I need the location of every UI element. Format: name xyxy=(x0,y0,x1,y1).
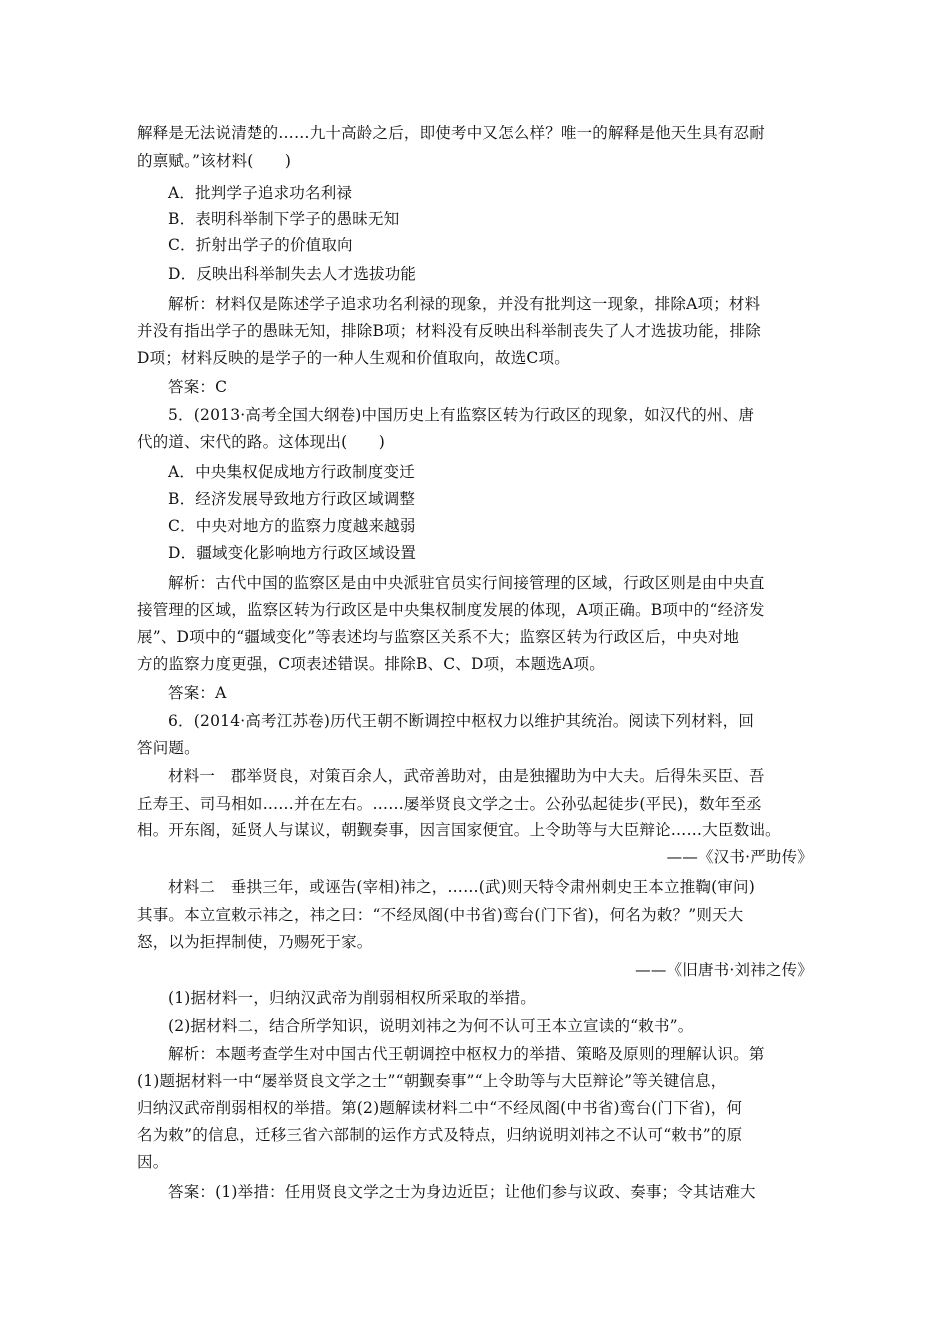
analysis-line: 展”、D项中的“疆域变化”等表述均与监察区关系不大；监察区转为行政区后，中央对地 xyxy=(137,628,740,646)
sub-question: (1)据材料一，归纳汉武帝为削弱相权所采取的举措。 xyxy=(168,989,536,1007)
answer-line: 答案：A xyxy=(168,684,227,702)
option-c: C．折射出学子的价值取向 xyxy=(168,236,353,254)
text-line: 的禀赋。”该材料( ) xyxy=(137,152,292,170)
option-d: D．疆域变化影响地方行政区域设置 xyxy=(168,544,417,562)
option-d: D．反映出科举制失去人才选拔功能 xyxy=(168,265,417,283)
question-line: 代的道、宋代的路。这体现出( ) xyxy=(137,433,385,451)
option-a: A．中央集权促成地方行政制度变迁 xyxy=(168,463,415,481)
analysis-line: 接管理的区域，监察区转为行政区是中央集权制度发展的体现，A项正确。B项中的“经济发 xyxy=(137,601,765,619)
material-line: 材料二 垂拱三年，或诬告(宰相)祎之，……(武)则天特令肃州刺史王本立推鞫(审问) xyxy=(168,878,755,896)
analysis-line: 归纳汉武帝削弱相权的举措。第(2)题解读材料二中“不经凤阁(中书省)鸾台(门下省)，何 xyxy=(137,1099,743,1117)
material-line: 材料一 郡举贤良，对策百余人，武帝善助对，由是独擢助为中大夫。后得朱买臣、吾 xyxy=(168,767,765,785)
analysis-line: 解析：古代中国的监察区是由中央派驻官员实行间接管理的区域，行政区则是由中央直 xyxy=(168,574,765,592)
analysis-line: 并没有指出学子的愚昧无知，排除B项；材料没有反映出科举制丧失了人才选拔功能，排除 xyxy=(137,322,761,340)
answer-line: 答案：C xyxy=(168,378,228,396)
option-b: B．表明科举制下学子的愚昧无知 xyxy=(168,210,400,228)
sub-question: (2)据材料二，结合所学知识，说明刘祎之为何不认可王本立宣读的“敕书”。 xyxy=(168,1017,694,1035)
answer-line: 答案：(1)举措：任用贤良文学之士为身边近臣；让他们参与议政、奏事；令其诘难大 xyxy=(168,1183,756,1201)
question-line: 5．(2013·高考全国大纲卷)中国历史上有监察区转为行政区的现象，如汉代的州、唐 xyxy=(168,406,755,424)
option-b: B．经济发展导致地方行政区域调整 xyxy=(168,490,416,508)
analysis-line: D项；材料反映的是学子的一种人生观和价值取向，故选C项。 xyxy=(137,349,570,367)
option-c: C．中央对地方的监察力度越来越弱 xyxy=(168,517,416,535)
analysis-line: 解析：本题考查学生对中国古代王朝调控中枢权力的举措、策略及原则的理解认识。第 xyxy=(168,1045,765,1063)
option-a: A．批判学子追求功名利禄 xyxy=(168,184,353,202)
material-source: ——《旧唐书·刘祎之传》 xyxy=(635,961,813,979)
analysis-line: 解析：材料仅是陈述学子追求功名利禄的现象，并没有批判这一现象，排除A项；材料 xyxy=(168,295,761,313)
analysis-line: 因。 xyxy=(137,1153,169,1171)
analysis-line: 名为敕”的信息，迁移三省六部制的运作方式及特点，归纳说明刘祎之不认可“敕书”的原 xyxy=(137,1126,743,1144)
question-line: 6．(2014·高考江苏卷)历代王朝不断调控中枢权力以维护其统治。阅读下列材料，回 xyxy=(168,712,755,730)
material-line: 其事。本立宣敕示祎之，祎之曰：“不经凤阁(中书省)鸾台(门下省)，何名为敕？”则天大 xyxy=(137,906,744,924)
analysis-line: (1)题据材料一中“屡举贤良文学之士”“朝觐奏事”“上令助等与大臣辩论”等关键信息， xyxy=(137,1072,727,1090)
material-line: 相。开东阁，延贤人与谋议，朝觐奏事，因言国家便宜。上令助等与大臣辩论……大臣数诎。 xyxy=(137,821,781,839)
text-line: 解释是无法说清楚的……九十高龄之后，即使考中又怎么样？唯一的解释是他天生具有忍耐 xyxy=(137,124,766,142)
material-source: ——《汉书·严助传》 xyxy=(666,848,813,866)
analysis-line: 方的监察力度更强，C项表述错误。排除B、C、D项，本题选A项。 xyxy=(137,655,605,673)
material-line: 丘寿王、司马相如……并在左右。……屡举贤良文学之士。公孙弘起徒步(平民)，数年至丞 xyxy=(137,795,762,813)
material-line: 怒，以为拒捍制使，乃赐死于家。 xyxy=(137,933,373,951)
question-line: 答问题。 xyxy=(137,739,200,757)
